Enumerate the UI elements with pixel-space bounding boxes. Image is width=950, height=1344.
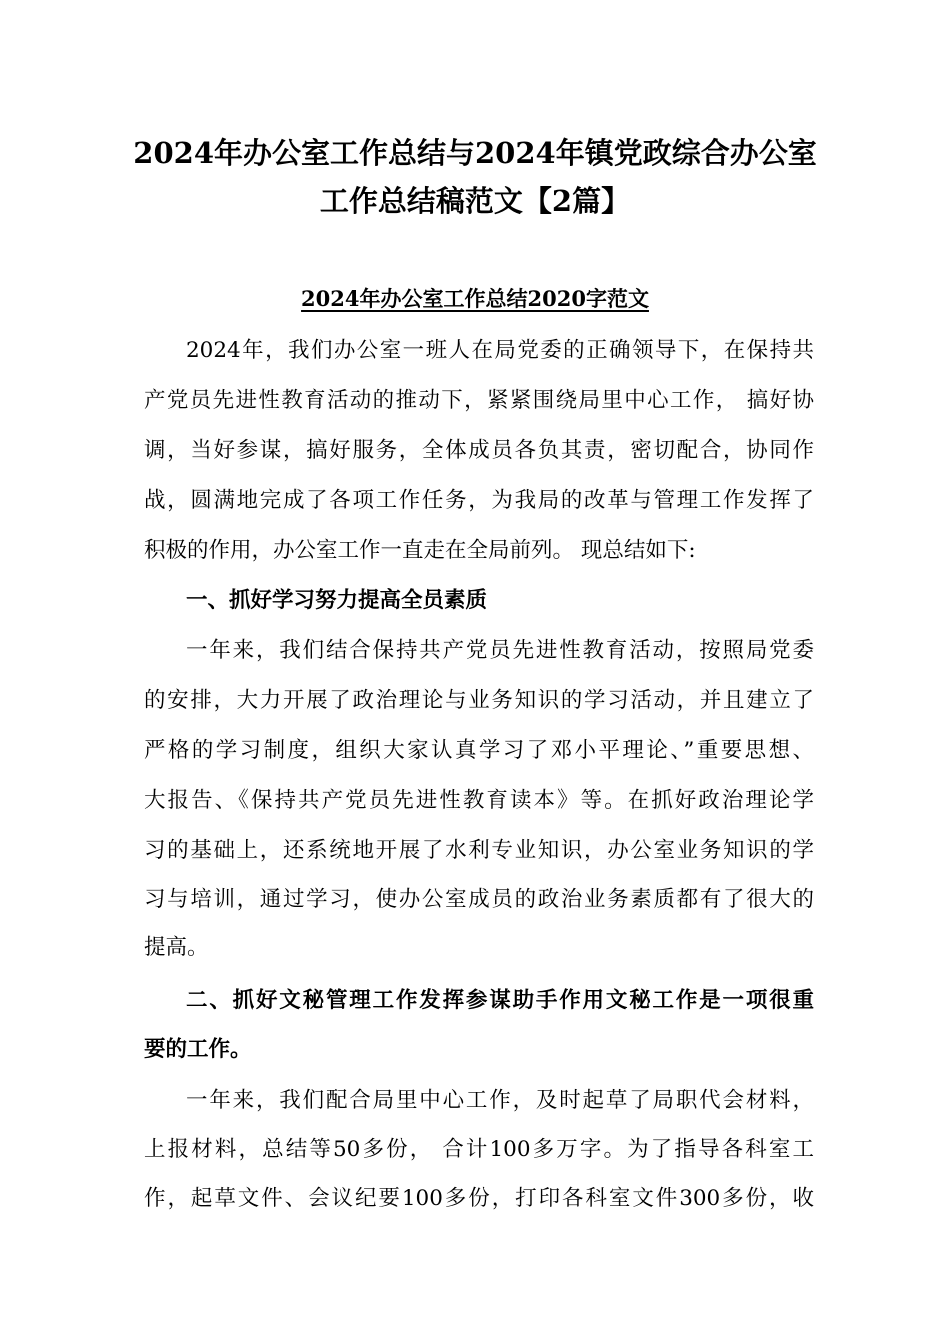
paragraph-2-line: 习的基础上，还系统地开展了水利专业知识，办公室业务知识的学 (144, 838, 814, 863)
paragraph-2-line: 大报告、《保持共产党员先进性教育读本》等。在抓好政治理论学 (144, 788, 814, 813)
paragraph-2-line: 一年来，我们结合保持共产党员先进性教育活动，按照局党委 (186, 638, 814, 663)
section-heading-2-line: 二、抓好文秘管理工作发挥参谋助手作用文秘工作是一项很重 (186, 988, 814, 1013)
paragraph-1-line: 积极的作用，办公室工作一直走在全局前列。 现总结如下: (144, 538, 696, 563)
section-subtitle (60, 284, 890, 314)
paragraph-1-line: 调，当好参谋，搞好服务，全体成员各负其责，密切配合，协同作 (144, 438, 814, 463)
section-heading-2-line: 要的工作。 (144, 1037, 252, 1062)
document-title-line-1: 2024年办公室工作总结与2024年镇党政综合办公室 (133, 136, 817, 170)
paragraph-1-line: 产党员先进性教育活动的推动下，紧紧围绕局里中心工作， 搞好协 (144, 388, 814, 413)
paragraph-1-line: 2024年，我们办公室一班人在局党委的正确领导下，在保持共 (186, 338, 814, 363)
paragraph-2-line: 提高。 (144, 935, 209, 960)
section-subtitle-text: 2024年办公室工作总结2020字范文 (301, 286, 649, 311)
paragraph-2-line: 严格的学习制度，组织大家认真学习了邓小平理论、”重要思想、 (144, 738, 814, 763)
paragraph-1-line: 战，圆满地完成了各项工作任务，为我局的改革与管理工作发挥了 (144, 488, 814, 513)
paragraph-3-line: 一年来，我们配合局里中心工作，及时起草了局职代会材料， (186, 1088, 814, 1113)
paragraph-2-line: 的安排，大力开展了政治理论与业务知识的学习活动，并且建立了 (144, 688, 814, 713)
document-title-line-2: 工作总结稿范文【2篇】 (319, 184, 631, 218)
paragraph-3-line: 上报材料，总结等50多份， 合计100多万字。为了指导各科室工 (144, 1137, 814, 1162)
section-heading-1: 一、抓好学习努力提高全员素质 (186, 588, 488, 613)
paragraph-2-line: 习与培训，通过学习，使办公室成员的政治业务素质都有了很大的 (144, 887, 814, 912)
paragraph-3-line: 作，起草文件、会议纪要100多份，打印各科室文件300多份，收 (144, 1186, 814, 1211)
